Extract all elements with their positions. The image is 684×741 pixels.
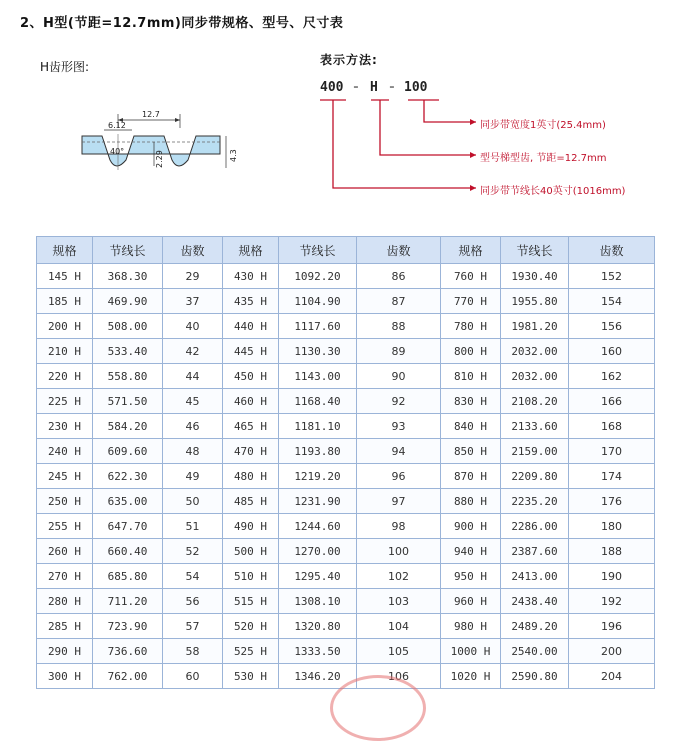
- column-header: 规格: [223, 237, 279, 264]
- tooth-count-cell: 89: [357, 339, 441, 364]
- table-row: [37, 264, 655, 289]
- tooth-count-cell: 50: [163, 489, 223, 514]
- tooth-width-label: 6.12: [108, 121, 126, 130]
- pitch-label: 12.7: [142, 110, 160, 119]
- table-row: [37, 489, 655, 514]
- table-row: [37, 589, 655, 614]
- tooth-count-cell: 94: [357, 439, 441, 464]
- spec-cell: 500 H: [223, 539, 279, 564]
- tooth-count-cell: 40: [163, 314, 223, 339]
- tooth-count-cell: 156: [569, 314, 655, 339]
- pitch-length-cell: 584.20: [93, 414, 163, 439]
- spec-cell: 770 H: [441, 289, 501, 314]
- tooth-count-cell: 204: [569, 664, 655, 689]
- note-width: 同步带宽度1英寸(25.4mm): [480, 120, 606, 131]
- tooth-count-cell: 102: [357, 564, 441, 589]
- tooth-count-cell: 86: [357, 264, 441, 289]
- spec-cell: 940 H: [441, 539, 501, 564]
- pitch-length-cell: 2159.00: [501, 439, 569, 464]
- spec-cell: 1020 H: [441, 664, 501, 689]
- spec-cell: 1000 H: [441, 639, 501, 664]
- tooth-count-cell: 92: [357, 389, 441, 414]
- table-row: [37, 639, 655, 664]
- table-row: [37, 389, 655, 414]
- spec-cell: 285 H: [37, 614, 93, 639]
- spec-cell: 260 H: [37, 539, 93, 564]
- spec-cell: 230 H: [37, 414, 93, 439]
- code-length: 400: [320, 80, 344, 95]
- pitch-length-cell: 1981.20: [501, 314, 569, 339]
- pitch-length-cell: 1955.80: [501, 289, 569, 314]
- spec-cell: 255 H: [37, 514, 93, 539]
- tooth-count-cell: 57: [163, 614, 223, 639]
- belt-profile-shape: [82, 136, 220, 166]
- spec-cell: 435 H: [223, 289, 279, 314]
- spec-cell: 950 H: [441, 564, 501, 589]
- pitch-length-cell: 1104.90: [279, 289, 357, 314]
- section-heading: 2、H型(节距=12.7mm)同步带规格、型号、尺寸表: [20, 16, 344, 31]
- table-body: [37, 264, 655, 689]
- spec-cell: 880 H: [441, 489, 501, 514]
- pitch-length-cell: 660.40: [93, 539, 163, 564]
- pitch-length-cell: 1168.40: [279, 389, 357, 414]
- spec-cell: 485 H: [223, 489, 279, 514]
- tooth-count-cell: 42: [163, 339, 223, 364]
- spec-cell: 515 H: [223, 589, 279, 614]
- pitch-length-cell: 2387.60: [501, 539, 569, 564]
- pitch-length-cell: 2540.00: [501, 639, 569, 664]
- pitch-length-cell: 1117.60: [279, 314, 357, 339]
- tooth-count-cell: 98: [357, 514, 441, 539]
- table-row: [37, 539, 655, 564]
- spec-table-wrapper: [36, 236, 654, 689]
- pitch-length-cell: 2032.00: [501, 364, 569, 389]
- pitch-length-cell: 2209.80: [501, 464, 569, 489]
- column-header: 齿数: [163, 237, 223, 264]
- pitch-length-cell: 1295.40: [279, 564, 357, 589]
- tooth-count-cell: 154: [569, 289, 655, 314]
- spec-cell: 245 H: [37, 464, 93, 489]
- tooth-count-cell: 93: [357, 414, 441, 439]
- table-row: [37, 614, 655, 639]
- pitch-length-cell: 2032.00: [501, 339, 569, 364]
- tooth-count-cell: 166: [569, 389, 655, 414]
- pitch-length-cell: 647.70: [93, 514, 163, 539]
- method-title: 表示方法:: [320, 53, 378, 67]
- tooth-count-cell: 105: [357, 639, 441, 664]
- spec-cell: 810 H: [441, 364, 501, 389]
- pitch-length-cell: 622.30: [93, 464, 163, 489]
- code-width: 100: [404, 80, 428, 95]
- spec-cell: 270 H: [37, 564, 93, 589]
- spec-cell: 200 H: [37, 314, 93, 339]
- tooth-count-cell: 58: [163, 639, 223, 664]
- pitch-length-cell: 1231.90: [279, 489, 357, 514]
- spec-cell: 980 H: [441, 614, 501, 639]
- spec-cell: 960 H: [441, 589, 501, 614]
- tooth-count-cell: 49: [163, 464, 223, 489]
- tooth-count-cell: 170: [569, 439, 655, 464]
- table-row: [37, 439, 655, 464]
- tooth-count-cell: 168: [569, 414, 655, 439]
- pitch-length-cell: 1244.60: [279, 514, 357, 539]
- pitch-length-cell: 1092.20: [279, 264, 357, 289]
- table-header-row: [37, 237, 655, 264]
- tooth-count-cell: 104: [357, 614, 441, 639]
- pitch-length-cell: 368.30: [93, 264, 163, 289]
- total-height-label: 4.3: [229, 149, 238, 162]
- tooth-height-label: 2.29: [155, 150, 164, 168]
- tooth-count-cell: 100: [357, 539, 441, 564]
- tooth-count-cell: 196: [569, 614, 655, 639]
- pitch-length-cell: 2438.40: [501, 589, 569, 614]
- pitch-length-cell: 2108.20: [501, 389, 569, 414]
- tooth-count-cell: 200: [569, 639, 655, 664]
- table-row: [37, 339, 655, 364]
- spec-cell: 450 H: [223, 364, 279, 389]
- spec-cell: 440 H: [223, 314, 279, 339]
- pitch-length-cell: 2133.60: [501, 414, 569, 439]
- code-separator: -: [388, 80, 396, 95]
- note-type: 型号梯型齿, 节距=12.7mm: [480, 153, 607, 164]
- table-row: [37, 514, 655, 539]
- pitch-length-cell: 2413.00: [501, 564, 569, 589]
- spec-cell: 430 H: [223, 264, 279, 289]
- spec-cell: 300 H: [37, 664, 93, 689]
- tooth-count-cell: 180: [569, 514, 655, 539]
- spec-cell: 760 H: [441, 264, 501, 289]
- pitch-length-cell: 2590.80: [501, 664, 569, 689]
- spec-cell: 240 H: [37, 439, 93, 464]
- column-header: 规格: [441, 237, 501, 264]
- spec-cell: 850 H: [441, 439, 501, 464]
- tooth-count-cell: 87: [357, 289, 441, 314]
- table-row: [37, 289, 655, 314]
- tooth-profile-diagram: [80, 108, 250, 188]
- pitch-length-cell: 609.60: [93, 439, 163, 464]
- angle-label: 40°: [110, 147, 125, 156]
- pitch-length-cell: 571.50: [93, 389, 163, 414]
- spec-cell: 210 H: [37, 339, 93, 364]
- tooth-count-cell: 52: [163, 539, 223, 564]
- tooth-count-cell: 160: [569, 339, 655, 364]
- tooth-count-cell: 188: [569, 539, 655, 564]
- spec-cell: 480 H: [223, 464, 279, 489]
- column-header: 齿数: [357, 237, 441, 264]
- tooth-count-cell: 46: [163, 414, 223, 439]
- pitch-length-cell: 508.00: [93, 314, 163, 339]
- pitch-length-cell: 1930.40: [501, 264, 569, 289]
- pitch-length-cell: 558.80: [93, 364, 163, 389]
- pitch-length-cell: 1333.50: [279, 639, 357, 664]
- spec-cell: 780 H: [441, 314, 501, 339]
- tooth-count-cell: 192: [569, 589, 655, 614]
- pitch-length-cell: 2489.20: [501, 614, 569, 639]
- table-row: [37, 464, 655, 489]
- tooth-count-cell: 56: [163, 589, 223, 614]
- tooth-count-cell: 45: [163, 389, 223, 414]
- profile-label: H齿形图:: [40, 60, 90, 74]
- tooth-count-cell: 152: [569, 264, 655, 289]
- pitch-length-cell: 2235.20: [501, 489, 569, 514]
- column-header: 节线长: [279, 237, 357, 264]
- pitch-length-cell: 685.80: [93, 564, 163, 589]
- note-length: 同步带节线长40英寸(1016mm): [480, 186, 626, 197]
- spec-table: [36, 236, 655, 689]
- tooth-count-cell: 37: [163, 289, 223, 314]
- tooth-count-cell: 106: [357, 664, 441, 689]
- pitch-length-cell: 533.40: [93, 339, 163, 364]
- spec-cell: 185 H: [37, 289, 93, 314]
- tooth-count-cell: 44: [163, 364, 223, 389]
- spec-cell: 290 H: [37, 639, 93, 664]
- watermark-stamp: [330, 675, 426, 741]
- code-separator: -: [352, 80, 360, 95]
- tooth-count-cell: 103: [357, 589, 441, 614]
- pitch-length-cell: 1346.20: [279, 664, 357, 689]
- tooth-count-cell: 176: [569, 489, 655, 514]
- tooth-count-cell: 96: [357, 464, 441, 489]
- column-header: 节线长: [93, 237, 163, 264]
- spec-cell: 465 H: [223, 414, 279, 439]
- pitch-length-cell: 1320.80: [279, 614, 357, 639]
- pitch-length-cell: 711.20: [93, 589, 163, 614]
- spec-cell: 220 H: [37, 364, 93, 389]
- pitch-length-cell: 1308.10: [279, 589, 357, 614]
- tooth-count-cell: 54: [163, 564, 223, 589]
- spec-cell: 830 H: [441, 389, 501, 414]
- pitch-length-cell: 723.90: [93, 614, 163, 639]
- table-row: [37, 314, 655, 339]
- spec-cell: 900 H: [441, 514, 501, 539]
- pitch-length-cell: 1193.80: [279, 439, 357, 464]
- notation-arrows: [320, 96, 480, 196]
- spec-cell: 840 H: [441, 414, 501, 439]
- spec-cell: 145 H: [37, 264, 93, 289]
- spec-cell: 445 H: [223, 339, 279, 364]
- spec-cell: 520 H: [223, 614, 279, 639]
- code-type: H: [370, 80, 378, 95]
- tooth-count-cell: 90: [357, 364, 441, 389]
- tooth-count-cell: 29: [163, 264, 223, 289]
- pitch-length-cell: 762.00: [93, 664, 163, 689]
- tooth-count-cell: 88: [357, 314, 441, 339]
- tooth-count-cell: 174: [569, 464, 655, 489]
- spec-cell: 530 H: [223, 664, 279, 689]
- tooth-count-cell: 60: [163, 664, 223, 689]
- spec-cell: 280 H: [37, 589, 93, 614]
- column-header: 规格: [37, 237, 93, 264]
- pitch-length-cell: 736.60: [93, 639, 163, 664]
- spec-cell: 225 H: [37, 389, 93, 414]
- tooth-count-cell: 48: [163, 439, 223, 464]
- spec-cell: 250 H: [37, 489, 93, 514]
- column-header: 节线长: [501, 237, 569, 264]
- pitch-length-cell: 1270.00: [279, 539, 357, 564]
- pitch-length-cell: 1181.10: [279, 414, 357, 439]
- tooth-count-cell: 97: [357, 489, 441, 514]
- pitch-length-cell: 635.00: [93, 489, 163, 514]
- pitch-length-cell: 1143.00: [279, 364, 357, 389]
- tooth-count-cell: 51: [163, 514, 223, 539]
- spec-cell: 470 H: [223, 439, 279, 464]
- pitch-length-cell: 469.90: [93, 289, 163, 314]
- spec-cell: 460 H: [223, 389, 279, 414]
- tooth-count-cell: 190: [569, 564, 655, 589]
- spec-cell: 525 H: [223, 639, 279, 664]
- pitch-length-cell: 2286.00: [501, 514, 569, 539]
- pitch-length-cell: 1219.20: [279, 464, 357, 489]
- spec-cell: 490 H: [223, 514, 279, 539]
- column-header: 齿数: [569, 237, 655, 264]
- table-row: [37, 364, 655, 389]
- spec-cell: 800 H: [441, 339, 501, 364]
- pitch-length-cell: 1130.30: [279, 339, 357, 364]
- spec-cell: 510 H: [223, 564, 279, 589]
- spec-cell: 870 H: [441, 464, 501, 489]
- table-row: [37, 564, 655, 589]
- tooth-count-cell: 162: [569, 364, 655, 389]
- table-row: [37, 414, 655, 439]
